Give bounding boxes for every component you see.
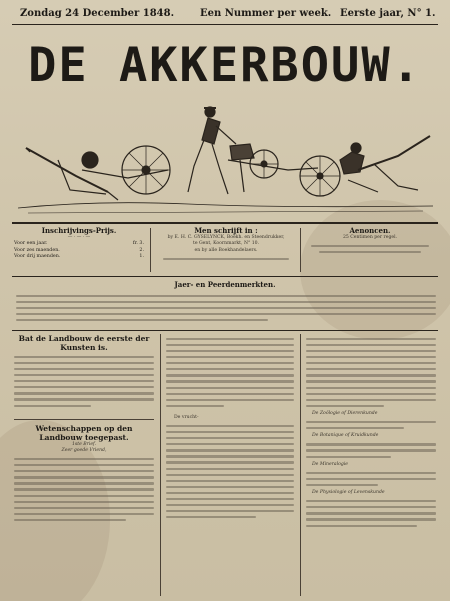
register-line: te Gent, Koornmarkt, N° 10. <box>192 241 260 247</box>
section-title: Jaer- en Peerdenmerkten. <box>174 280 276 289</box>
register-line: by E. H. C. GYSELYNCK, Boekh. en Steendrukker, <box>167 235 285 240</box>
announcement-title: Aenoncen. <box>349 226 391 235</box>
issue-frequency: Een Nummer per week. <box>200 8 332 19</box>
market-text <box>16 291 436 325</box>
letter-number: 1ste Brief. <box>71 441 97 447</box>
letter-greeting: Zeer goede Vriend, <box>61 447 107 453</box>
subscription-title: Inschrijvings-Prijs. <box>41 226 117 235</box>
science-item: De Botanique of Kruidkunde <box>312 433 379 439</box>
middle-column <box>166 334 294 522</box>
science-item: De Zoölogie of Dierenkunde <box>312 410 378 416</box>
science-item: De Mineralogie <box>312 461 349 467</box>
announcement-box <box>306 226 434 257</box>
article-heading: Bat de Landbouw de eerste der Kunsten is. <box>18 334 150 352</box>
header-rule <box>12 24 438 25</box>
paragraph-lead: De vrucht- <box>174 414 199 420</box>
box-divider <box>150 228 151 272</box>
issue-volume: Eerste jaar, N° 1. <box>340 8 436 19</box>
issue-date: Zondag 24 December 1848. <box>20 8 175 19</box>
column-divider <box>300 334 301 596</box>
subscription-row: Voor drij maenden. 1. <box>14 254 144 260</box>
illustration-rule <box>12 222 438 224</box>
left-column <box>14 334 154 525</box>
register-box <box>156 226 296 264</box>
subscription-row: Voor een jaar. fr. 3. <box>14 241 144 247</box>
column-divider <box>160 334 161 596</box>
columns-rule <box>12 330 438 331</box>
subscription-row: Voor zes maenden. 2. <box>14 247 144 253</box>
subscription-box: Inschrijvings-Prijs. — · — · — Voor een jaar. fr. 3. Voor zes maenden. 2. Voor drij maenden. 1. <box>14 226 144 260</box>
register-title: Men schrijft in : <box>194 226 258 235</box>
plough-illustration <box>18 100 433 218</box>
announcement-line: 25 Centimen per regel. <box>342 235 398 240</box>
register-line: en by alle Boekhandelaers. <box>194 247 258 253</box>
box-divider <box>300 228 301 272</box>
right-column <box>306 334 436 531</box>
masthead-title: DE AKKERBOUW. <box>28 38 422 93</box>
box-rule <box>12 276 438 277</box>
article-heading: Wetenschappen op den Landbouw toegepast. <box>35 423 133 442</box>
science-item: De Physiologie of Levenskunde <box>312 490 385 496</box>
